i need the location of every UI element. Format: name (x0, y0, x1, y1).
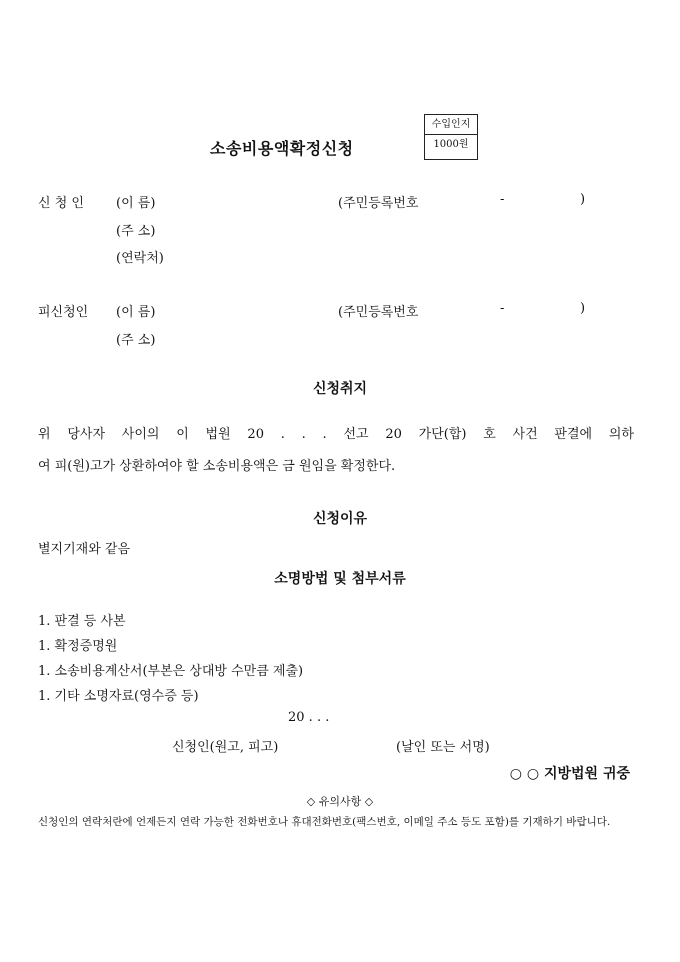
document-title: 소송비용액확정신청 (210, 139, 354, 158)
respondent-id-dash: - (500, 301, 505, 316)
notice-text: 신청인의 연락처란에 언제든지 연락 가능한 전화번호나 휴대전화번호(팩스번호, 이메일 주소 등도 포함)를 기재하기 바랍니다. (38, 816, 611, 828)
evidence-item: 1. 판결 등 사본 (38, 614, 126, 629)
purpose-line-1: 위 당사자 사이의 이 법원 20 . . . 선고 20 가단(합) 호 사건 판결에 의하 (38, 427, 634, 442)
respondent-id-label: (주민등록번호 (338, 305, 419, 320)
applicant-label: 신 청 인 (38, 196, 84, 211)
stamp-label: 수입인지 (431, 119, 471, 130)
evidence-item: 1. 기타 소명자료(영수증 등) (38, 689, 199, 704)
purpose-heading: 신청취지 (312, 381, 368, 397)
applicant-name-label: (이 름) (116, 196, 156, 211)
notice-title: ◇ 유의사항 ◇ (306, 795, 374, 808)
respondent-name-label: (이 름) (116, 305, 156, 320)
revenue-stamp-box (424, 114, 478, 160)
evidence-heading: 소명방법 및 첨부서류 (274, 571, 406, 587)
applicant-contact-label: (연락처) (116, 251, 164, 266)
date-line: 20 . . . (288, 710, 330, 725)
evidence-item: 1. 확정증명원 (38, 639, 118, 654)
court-addressee: ○ ○ 지방법원 귀중 (509, 766, 630, 782)
evidence-item: 1. 소송비용계산서(부본은 상대방 수만큼 제출) (38, 664, 304, 679)
applicant-id-dash: - (500, 192, 505, 207)
seal-label: (날인 또는 서명) (396, 740, 490, 755)
respondent-address-label: (주 소) (116, 333, 156, 348)
reason-text: 별지기재와 같음 (38, 542, 131, 557)
reason-heading: 신청이유 (312, 511, 368, 527)
applicant-address-label: (주 소) (116, 224, 156, 239)
purpose-line-2: 여 피(원)고가 상환하여야 할 소송비용액은 금 원임을 확정한다. (38, 459, 396, 474)
applicant-id-label: (주민등록번호 (338, 196, 419, 211)
stamp-amount: 1000원 (425, 134, 477, 154)
applicant-id-close: ) (580, 192, 586, 207)
signer-label: 신청인(원고, 피고) (172, 740, 279, 755)
respondent-label: 피신청인 (38, 305, 89, 320)
respondent-id-close: ) (580, 301, 586, 316)
